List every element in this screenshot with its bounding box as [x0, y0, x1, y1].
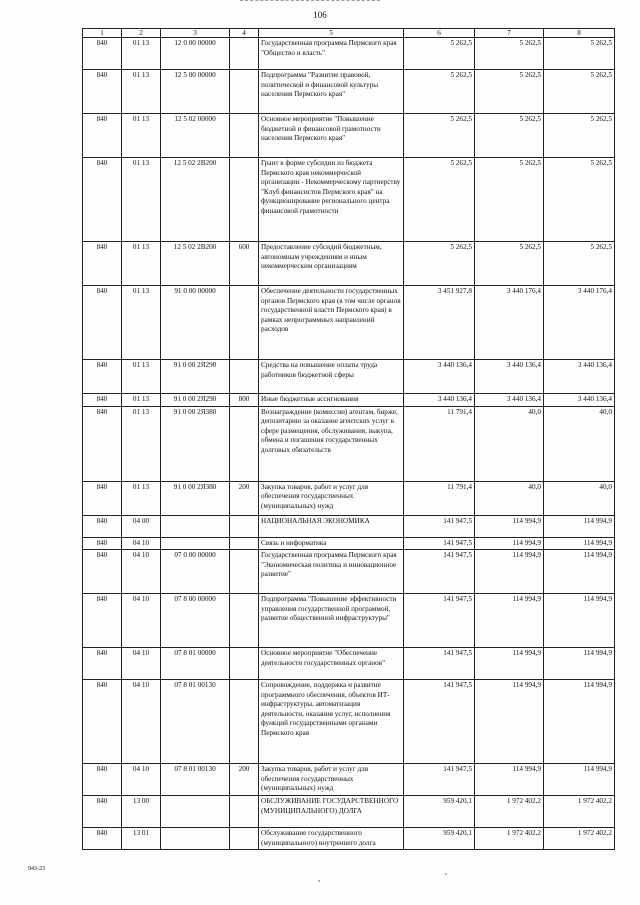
cell-item-name: Закупка товаров, работ и услуг для обеспечения государственных (муниципальных) нужд	[259, 481, 404, 515]
cell-expense-type	[230, 406, 259, 481]
cell-section-code: 04 00	[122, 515, 161, 537]
cell-amount-col8: 5 262,5	[544, 114, 615, 158]
cell-amount-col7: 40,0	[475, 481, 544, 515]
cell-amount-col6: 5 262,5	[404, 242, 475, 286]
table-row	[83, 481, 615, 515]
cell-amount-col7: 1 972 402,2	[475, 828, 544, 850]
cell-ministry-code: 840	[83, 481, 122, 515]
table-body	[83, 38, 615, 850]
cell-amount-col7: 114 994,9	[475, 550, 544, 594]
cell-amount-col7: 5 262,5	[475, 114, 544, 158]
cell-ministry-code: 840	[83, 515, 122, 537]
cell-amount-col6: 3 440 136,4	[404, 394, 475, 407]
cell-ministry-code: 840	[83, 70, 122, 114]
cell-ministry-code: 840	[83, 406, 122, 481]
column-header: 5	[259, 29, 404, 38]
scan-speck	[318, 880, 320, 882]
cell-section-code: 01 13	[122, 481, 161, 515]
cell-item-name: Обеспечение деятельности государственных органов Пермского края (в том числе органов государственной власти Пермского края) в рамках непрограммных направлений расходов	[259, 286, 404, 360]
table-row	[83, 70, 615, 114]
cell-target-code: 12 0 00 00000	[161, 38, 230, 70]
cell-ministry-code: 840	[83, 550, 122, 594]
cell-ministry-code: 840	[83, 114, 122, 158]
cell-expense-type	[230, 360, 259, 394]
cell-section-code: 04 10	[122, 537, 161, 550]
cell-amount-col6: 5 262,5	[404, 158, 475, 242]
cell-amount-col6: 5 262,5	[404, 70, 475, 114]
cell-item-name: Закупка товаров, работ и услуг для обеспечения государственных (муниципальных) нужд	[259, 764, 404, 796]
cell-amount-col7: 40,0	[475, 406, 544, 481]
table-row	[83, 114, 615, 158]
cell-amount-col8: 114 994,9	[544, 515, 615, 537]
cell-amount-col8: 40,0	[544, 481, 615, 515]
cell-target-code: 07 8 01 00000	[161, 648, 230, 680]
cell-item-name: Государственная программа Пермского края "Экономическая политика и инновационное развитие"	[259, 550, 404, 594]
cell-expense-type	[230, 550, 259, 594]
cell-section-code: 01 13	[122, 114, 161, 158]
table-row	[83, 680, 615, 764]
budget-table	[82, 28, 615, 850]
cell-expense-type	[230, 286, 259, 360]
cell-target-code: 91 0 00 00000	[161, 286, 230, 360]
cell-amount-col6: 11 791,4	[404, 406, 475, 481]
cell-amount-col6: 3 451 927,8	[404, 286, 475, 360]
cell-section-code: 13 00	[122, 796, 161, 828]
cell-amount-col7: 5 262,5	[475, 38, 544, 70]
cell-expense-type: 200	[230, 764, 259, 796]
cell-amount-col6: 141 947,5	[404, 537, 475, 550]
cell-amount-col8: 5 262,5	[544, 158, 615, 242]
cell-target-code	[161, 828, 230, 850]
cell-expense-type	[230, 515, 259, 537]
cell-ministry-code: 840	[83, 242, 122, 286]
cell-amount-col8: 40,0	[544, 406, 615, 481]
cell-amount-col6: 141 947,5	[404, 515, 475, 537]
cell-amount-col7: 5 262,5	[475, 158, 544, 242]
cell-item-name: Подпрограмма "Развитие правовой, политической и финансовой культуры населения Пермского края"	[259, 70, 404, 114]
cell-target-code: 12 5 00 00000	[161, 70, 230, 114]
cell-amount-col6: 141 947,5	[404, 764, 475, 796]
cell-item-name: Связь и информатика	[259, 537, 404, 550]
cell-section-code: 01 13	[122, 406, 161, 481]
cell-expense-type: 200	[230, 481, 259, 515]
scan-artifact	[240, 0, 380, 4]
table-row	[83, 537, 615, 550]
cell-amount-col8: 5 262,5	[544, 70, 615, 114]
table-row	[83, 406, 615, 481]
cell-target-code: 07 8 00 00000	[161, 594, 230, 648]
cell-section-code: 04 10	[122, 764, 161, 796]
cell-amount-col7: 114 994,9	[475, 764, 544, 796]
cell-item-name: Предоставление субсидий бюджетным, автономным учреждениям и иным некоммерческим организациям	[259, 242, 404, 286]
cell-ministry-code: 840	[83, 394, 122, 407]
cell-expense-type	[230, 70, 259, 114]
cell-target-code: 12 5 02 2В200	[161, 242, 230, 286]
cell-target-code: 12 5 02 00000	[161, 114, 230, 158]
cell-amount-col8: 3 440 136,4	[544, 394, 615, 407]
cell-amount-col8: 3 440 176,4	[544, 286, 615, 360]
cell-ministry-code: 840	[83, 648, 122, 680]
cell-amount-col7: 3 440 136,4	[475, 394, 544, 407]
cell-amount-col8: 1 972 402,2	[544, 828, 615, 850]
cell-amount-col8: 5 262,5	[544, 242, 615, 286]
cell-ministry-code: 840	[83, 594, 122, 648]
cell-item-name: Грант в форме субсидии из бюджета Пермского края некоммерческой организации - Некоммерческому партнерству "Клуб финансистов Пермского края" на функционирование регионального центра финансовой грамотности	[259, 158, 404, 242]
cell-amount-col6: 11 791,4	[404, 481, 475, 515]
cell-amount-col8: 114 994,9	[544, 537, 615, 550]
cell-target-code	[161, 515, 230, 537]
cell-expense-type	[230, 648, 259, 680]
cell-amount-col7: 114 994,9	[475, 648, 544, 680]
cell-section-code: 04 10	[122, 680, 161, 764]
cell-target-code	[161, 537, 230, 550]
cell-section-code: 01 13	[122, 158, 161, 242]
table-row	[83, 515, 615, 537]
cell-ministry-code: 840	[83, 537, 122, 550]
cell-ministry-code: 840	[83, 680, 122, 764]
table-row	[83, 828, 615, 850]
cell-item-name: Подпрограмма "Повышение эффективности управления государственной программой, развитие общественной инфраструктуры"	[259, 594, 404, 648]
column-header: 6	[404, 29, 475, 38]
table-row	[83, 360, 615, 394]
cell-amount-col7: 3 440 136,4	[475, 360, 544, 394]
cell-item-name: Средства на повышение оплаты труда работников бюджетной сферы	[259, 360, 404, 394]
cell-item-name: Основное мероприятие "Повышение бюджетной и финансовой грамотности населения Пермского края"	[259, 114, 404, 158]
cell-amount-col7: 114 994,9	[475, 537, 544, 550]
table-header-row	[83, 29, 615, 38]
cell-ministry-code: 840	[83, 158, 122, 242]
cell-amount-col7: 1 972 402,2	[475, 796, 544, 828]
cell-target-code: 91 0 00 2Я380	[161, 406, 230, 481]
cell-section-code: 13 01	[122, 828, 161, 850]
cell-ministry-code: 840	[83, 38, 122, 70]
cell-amount-col7: 5 262,5	[475, 70, 544, 114]
cell-amount-col6: 5 262,5	[404, 114, 475, 158]
cell-section-code: 04 10	[122, 648, 161, 680]
cell-expense-type	[230, 158, 259, 242]
cell-item-name: ОБСЛУЖИВАНИЕ ГОСУДАРСТВЕННОГО (МУНИЦИПАЛЬНОГО) ДОЛГА	[259, 796, 404, 828]
cell-amount-col6: 959 420,1	[404, 828, 475, 850]
cell-expense-type	[230, 537, 259, 550]
cell-item-name: Основное мероприятие "Обеспечение деятельности государственных органов"	[259, 648, 404, 680]
cell-target-code: 91 0 00 2Я380	[161, 481, 230, 515]
table-row	[83, 594, 615, 648]
scan-speck	[445, 873, 447, 875]
cell-item-name: Сопровождение, поддержка и развитие программного обеспечения, объектов ИТ-инфраструктуры, автоматизация деятельности, оказания услуг, исполнения функций государственными органами Пермского края	[259, 680, 404, 764]
cell-target-code: 12 5 02 2В200	[161, 158, 230, 242]
cell-section-code: 01 13	[122, 242, 161, 286]
cell-expense-type	[230, 114, 259, 158]
cell-amount-col8: 114 994,9	[544, 764, 615, 796]
cell-target-code: 91 0 00 2Я290	[161, 394, 230, 407]
cell-amount-col7: 114 994,9	[475, 515, 544, 537]
cell-section-code: 04 10	[122, 550, 161, 594]
cell-amount-col6: 5 262,5	[404, 38, 475, 70]
cell-target-code: 07 8 01 00130	[161, 764, 230, 796]
cell-target-code: 07 0 00 00000	[161, 550, 230, 594]
column-header: 1	[83, 29, 122, 38]
cell-expense-type	[230, 796, 259, 828]
cell-ministry-code: 840	[83, 828, 122, 850]
cell-amount-col7: 3 440 176,4	[475, 286, 544, 360]
column-header: 3	[161, 29, 230, 38]
cell-section-code: 01 13	[122, 286, 161, 360]
cell-expense-type	[230, 594, 259, 648]
cell-amount-col8: 114 994,9	[544, 680, 615, 764]
cell-section-code: 01 13	[122, 394, 161, 407]
cell-item-name: НАЦИОНАЛЬНАЯ ЭКОНОМИКА	[259, 515, 404, 537]
cell-section-code: 04 10	[122, 594, 161, 648]
table-row	[83, 550, 615, 594]
cell-amount-col6: 959 420,1	[404, 796, 475, 828]
cell-amount-col7: 5 262,5	[475, 242, 544, 286]
cell-amount-col8: 1 972 402,2	[544, 796, 615, 828]
cell-amount-col8: 114 994,9	[544, 648, 615, 680]
cell-ministry-code: 840	[83, 764, 122, 796]
column-header: 4	[230, 29, 259, 38]
cell-item-name: Обслуживание государственного (муниципального) внутреннего долга	[259, 828, 404, 850]
cell-amount-col6: 141 947,5	[404, 550, 475, 594]
footer-code: 943-23	[28, 866, 45, 872]
cell-ministry-code: 840	[83, 796, 122, 828]
cell-expense-type	[230, 828, 259, 850]
cell-amount-col6: 141 947,5	[404, 594, 475, 648]
cell-section-code: 01 13	[122, 38, 161, 70]
cell-amount-col8: 114 994,9	[544, 594, 615, 648]
cell-expense-type: 600	[230, 242, 259, 286]
cell-amount-col6: 3 440 136,4	[404, 360, 475, 394]
cell-amount-col8: 3 440 136,4	[544, 360, 615, 394]
table-row	[83, 286, 615, 360]
cell-item-name: Иные бюджетные ассигнования	[259, 394, 404, 407]
column-header: 2	[122, 29, 161, 38]
cell-item-name: Вознаграждение (комиссии) агентам, бирже, депозитарию за оказание агентских услуг в сфере размещения, обслуживания, выкупа, обмена и погашения государственных долговых обязательств	[259, 406, 404, 481]
cell-target-code: 91 0 00 2Я290	[161, 360, 230, 394]
cell-item-name: Государственная программа Пермского края "Общество и власть"	[259, 38, 404, 70]
cell-amount-col6: 141 947,5	[404, 648, 475, 680]
cell-target-code	[161, 796, 230, 828]
cell-amount-col6: 141 947,5	[404, 680, 475, 764]
table-row	[83, 394, 615, 407]
page-number: 106	[313, 10, 327, 20]
cell-section-code: 01 13	[122, 360, 161, 394]
table-row	[83, 242, 615, 286]
cell-expense-type: 800	[230, 394, 259, 407]
table-row	[83, 764, 615, 796]
cell-amount-col8: 5 262,5	[544, 38, 615, 70]
cell-amount-col7: 114 994,9	[475, 594, 544, 648]
table-row	[83, 158, 615, 242]
table-row	[83, 796, 615, 828]
cell-target-code: 07 8 01 00130	[161, 680, 230, 764]
column-header: 8	[544, 29, 615, 38]
column-header: 7	[475, 29, 544, 38]
table-row	[83, 38, 615, 70]
cell-section-code: 01 13	[122, 70, 161, 114]
cell-amount-col7: 114 994,9	[475, 680, 544, 764]
cell-expense-type	[230, 680, 259, 764]
cell-amount-col8: 114 994,9	[544, 550, 615, 594]
cell-ministry-code: 840	[83, 360, 122, 394]
cell-expense-type	[230, 38, 259, 70]
cell-ministry-code: 840	[83, 286, 122, 360]
table-row	[83, 648, 615, 680]
